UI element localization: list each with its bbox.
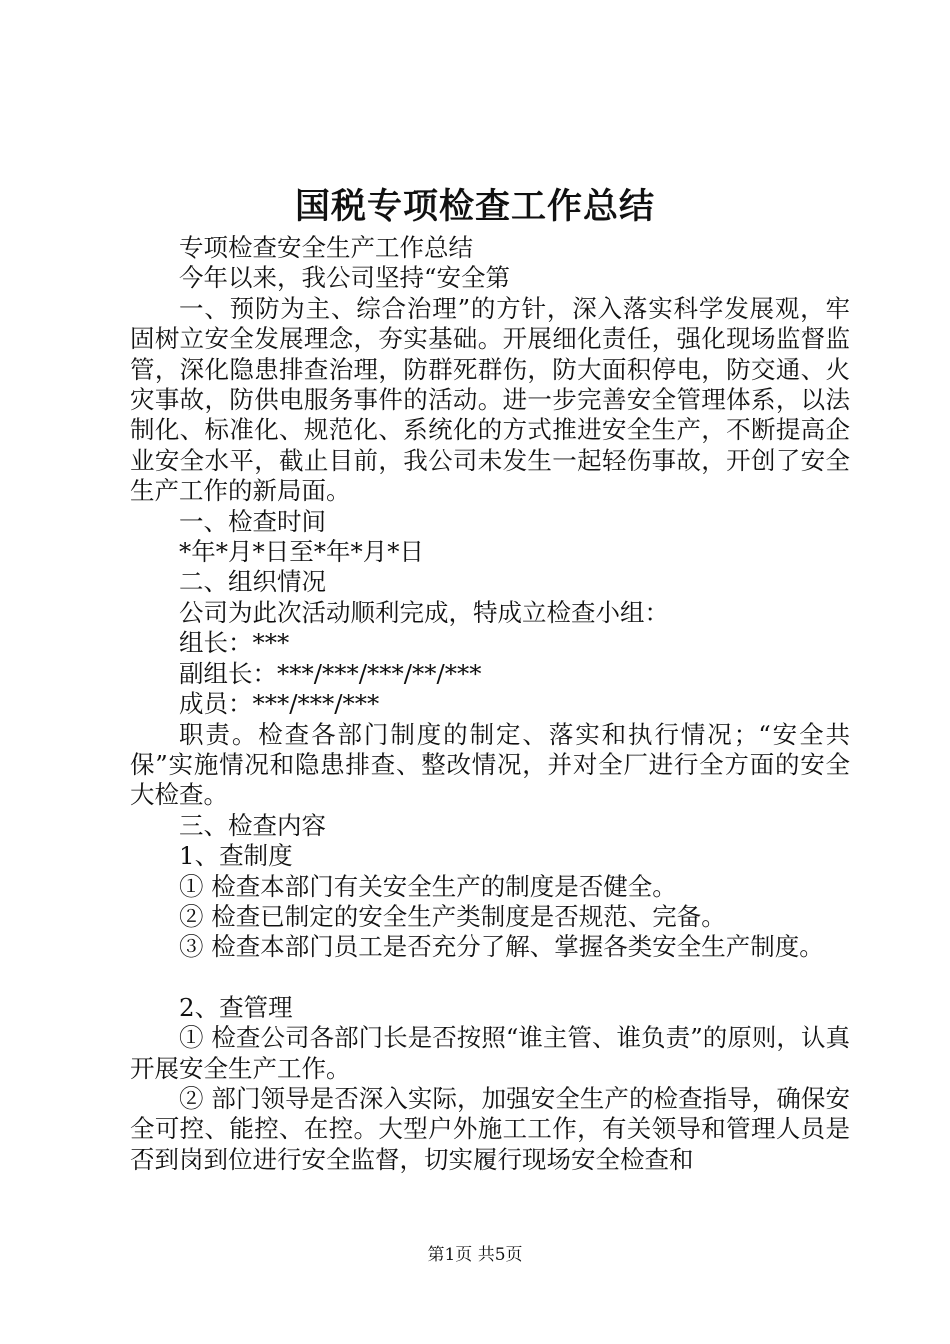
paragraph-intro: 今年以来，我公司坚持“安全第: [179, 263, 511, 293]
heading-organization: 二、组织情况: [179, 567, 326, 597]
team-leader: 组长：***: [179, 628, 290, 658]
paragraph-subtitle: 专项检查安全生产工作总结: [179, 233, 473, 262]
paragraph-team-setup: 公司为此次活动顺利完成，特成立检查小组：: [179, 597, 669, 627]
paragraph-duties: 职责。检查各部门制度的制定、落实和执行情况；“安全共保”实施情况和隐患排查、整改情况，并对全厂进行全方面的安全大检查。: [130, 719, 850, 810]
heading-inspection-content: 三、检查内容: [179, 810, 326, 840]
list-item: ① 检查本部门有关安全生产的制度是否健全。: [179, 871, 677, 901]
team-members: 成员：***/***/***: [179, 689, 380, 719]
team-deputy-leaders: 副组长：***/***/***/**/***: [179, 658, 482, 688]
list-item: ② 检查已制定的安全生产类制度是否规范、完备。: [179, 901, 726, 931]
document-body: [130, 233, 850, 1175]
paragraph-spacer: [130, 963, 850, 993]
document-title: 国税专项检查工作总结: [294, 186, 655, 227]
inspection-date-range: *年*月*日至*年*月*日: [179, 537, 424, 567]
list-item: ① 检查公司各部门长是否按照“谁主管、谁负责”的原则，认真开展安全生产工作。: [130, 1023, 850, 1083]
list-item: ③ 检查本部门员工是否充分了解、掌握各类安全生产制度。: [179, 932, 824, 962]
page-footer: 第1页 共5页: [427, 1245, 523, 1265]
heading-check-management: 2、查管理: [179, 992, 293, 1022]
heading-inspection-time: 一、检查时间: [179, 506, 326, 536]
heading-check-system: 1、查制度: [179, 841, 293, 871]
list-item: ② 部门领导是否深入实际，加强安全生产的检查指导，确保安全可控、能控、在控。大型户外施工工作，有关领导和管理人员是否到岗到位进行安全监督，切实履行现场安全检查和: [130, 1083, 850, 1174]
paragraph-policy: 一、预防为主、综合治理”的方针，深入落实科学发展观，牢固树立安全发展理念，夯实基础。开展细化责任，强化现场监督监管，深化隐患排查治理，防群死群伤，防大面积停电，防交通、火灾事故，防供电服务事件的活动。进一步完善安全管理体系，以法制化、标准化、规范化、系统化的方式推进安全生产，不断提高企业安全水平，截止目前，我公司未发生一起轻伤事故，开创了安全生产工作的新局面。: [130, 293, 850, 506]
